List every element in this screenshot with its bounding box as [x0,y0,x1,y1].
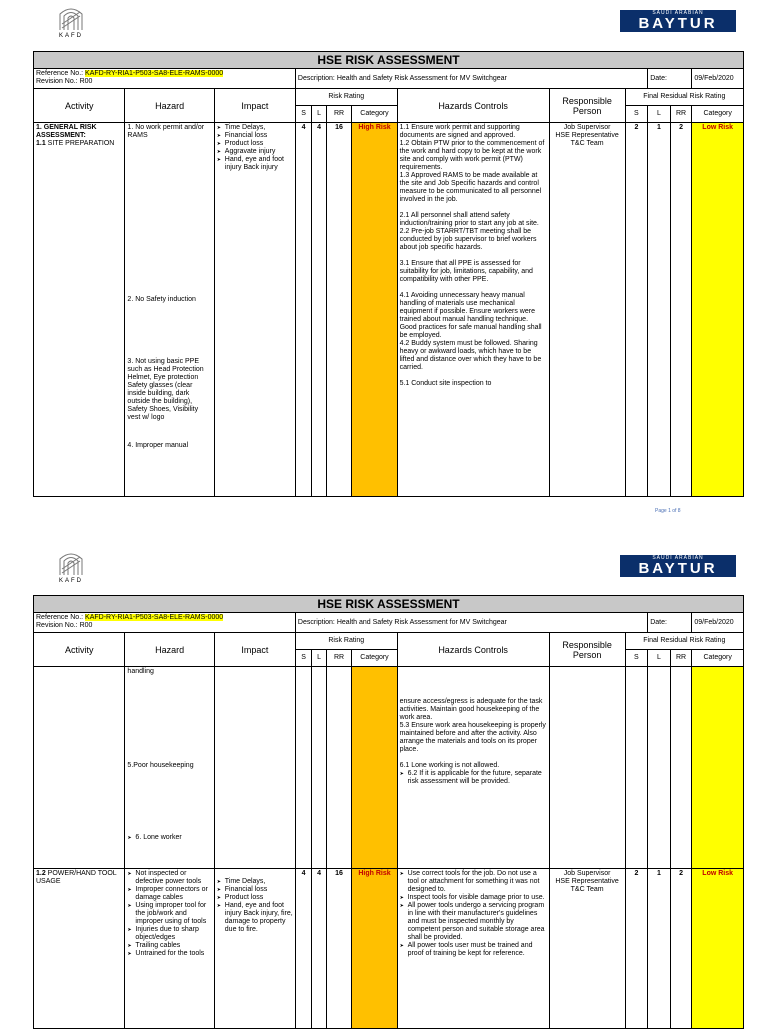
col-final-rating: Final Residual Risk Rating [625,89,743,106]
final-l: 1 [648,123,671,497]
col-l: L [312,650,326,667]
final-category: Low Risk [692,869,744,1029]
col-category: Category [352,106,397,123]
activity-cell [34,667,125,869]
col-activity: Activity [34,633,125,667]
final-s: 2 [625,123,648,497]
hazard-cell: 1. No work permit and/or RAMS 2. No Safety induction 3. Not using basic PPE such as Head Protection Helmet, Eye protection Safety glasses (clear inside building, dark outside the building), Safety Shoes, Visibility vest w/ logo 4. Improper manual [125,123,214,497]
activity-cell: 1. GENERAL RISK ASSESSMENT: 1.1 SITE PREPARATION [34,123,125,497]
date-label: Date: [648,613,692,633]
impact-cell [214,667,295,869]
description: Description: Health and Safety Risk Assessment for MV Switchgear [295,613,647,633]
controls-cell: 1.1 Ensure work permit and supporting documents are signed and approved. 1.2 Obtain PTW prior to the commencement of the work and hard copy to be kept at the work site and comply with work permit (PTW) requirements. 1.3 Approved RAMS to be made available at the site and Job Specific hazards and control measure to be communicated to all personnel involved in the job. 2.1 All personnel shall attend safety induction/training prior to start any job at site. 2.2 Pre-job STARRT/TBT meeting shall be conducted by job supervisor to brief workers about job specific hazards. 3.1 Ensure that all PPE is assessed for suitability for job, limitations, capability, and compatibility with other PPE. 4.1 Avoiding unnecessary heavy manual handling of materials use mechanical equipment if possible. Ensure workers were trained about manual handling technique. Good practices for safe manual handling shall be employed. 4.2 Buddy system must be followed. Sharing heavy or awkward loads, which have to be lifted and distance over which they have to be carried. 5.1 Conduct site inspection to [397,123,549,497]
risk-l: 4 [312,123,326,497]
col-final-rr: RR [670,650,692,667]
kafd-logo: KAFD [56,4,86,39]
col-final-rr: RR [670,106,692,123]
col-category: Category [352,650,397,667]
col-impact: Impact [214,633,295,667]
responsible-cell: Job Supervisor HSE Representative T&C Team [549,869,625,1029]
reference-number: KAFD-RY-RIA1-P503-SA8-ELE-RAMS-0000 [85,614,224,621]
col-rr: RR [326,650,352,667]
risk-l: 4 [312,869,326,1029]
baytur-logo: SAUDI ARABIAN BAYTUR [620,10,736,32]
risk-category [352,667,397,869]
col-risk-rating: Risk Rating [295,89,397,106]
final-category [692,667,744,869]
controls-cell: ➤ Use correct tools for the job. Do not use a tool or attachment for something it was not designed to. ➤ Inspect tools for visible damage prior to use. ➤ All power tools undergo a servicing program in line with their manufacturer's guidelines and must be inspected monthly by competent person and suitable storage area shall be provided. ➤ All power tools user must be trained and proof of training be kept for reference. [397,869,549,1029]
risk-assessment-table [33,51,744,497]
page-header [0,0,768,44]
controls-cell: ensure access/egress is adequate for the task activities. Maintain good housekeeping of the work area. 5.3 Ensure work area housekeeping is properly maintained before and after the activity. Also arrange the materials and tools on its proper place. 6.1 Lone working is not allowed. ➤ 6.2 If it is applicable for the future, separate risk assessment will be provided. [397,667,549,869]
col-final-category: Category [692,106,744,123]
date-value: 09/Feb/2020 [692,613,744,633]
revision-number: R00 [79,622,93,629]
col-l: L [312,106,326,123]
col-risk-rating: Risk Rating [295,633,397,650]
col-final-s: S [625,106,648,123]
date-label: Date: [648,69,692,89]
page-header [0,545,768,589]
final-rr: 2 [670,869,692,1029]
hazard-cell: ➤ Not inspected or defective power tools ➤ Improper connectors or damage cables ➤ Using improper tool for the job/work and improper using of tools ➤ Injuries due to sharp object/edges ➤ Trailing cables ➤ Untrained for the tools [125,869,214,1029]
risk-rr: 16 [326,123,352,497]
risk-rr: 16 [326,869,352,1029]
col-controls: Hazards Controls [397,89,549,123]
risk-s: 4 [295,869,311,1029]
final-rr: 2 [670,123,692,497]
col-final-l: L [648,106,671,123]
col-final-category: Category [692,650,744,667]
col-responsible: Responsible Person [549,633,625,667]
kafd-logo: KAFD [56,549,86,584]
risk-category: High Risk [352,869,397,1029]
col-impact: Impact [214,89,295,123]
document-title: HSE RISK ASSESSMENT [34,52,744,69]
reference-number: KAFD-RY-RIA1-P503-SA8-ELE-RAMS-0000 [85,70,224,77]
page-number: Page 1 of 8 [655,508,681,514]
risk-s: 4 [295,123,311,497]
reference-block: Reference No.: KAFD-RY-RIA1-P503-SA8-ELE-RAMS-0000 Revision No.: R00 [34,613,296,633]
col-final-s: S [625,650,648,667]
document-page-2 [0,545,768,1024]
reference-block: Reference No.: KAFD-RY-RIA1-P503-SA8-ELE-RAMS-0000 Revision No.: R00 [34,69,296,89]
activity-cell: 1.2 POWER/HAND TOOL USAGE [34,869,125,1029]
final-category: Low Risk [692,123,744,497]
col-hazard: Hazard [125,633,214,667]
final-l: 1 [648,869,671,1029]
col-hazard: Hazard [125,89,214,123]
description: Description: Health and Safety Risk Assessment for MV Switchgear [295,69,647,89]
baytur-logo: SAUDI ARABIAN BAYTUR [620,555,736,577]
col-rr: RR [326,106,352,123]
document-title: HSE RISK ASSESSMENT [34,596,744,613]
risk-category: High Risk [352,123,397,497]
hazard-cell: handling 5.Poor housekeeping ➤ 6. Lone worker [125,667,214,869]
revision-number: R00 [79,78,93,85]
risk-assessment-table [33,595,744,1029]
col-final-rating: Final Residual Risk Rating [625,633,743,650]
col-s: S [295,106,311,123]
impact-cell: ➤ Time Delays, ➤ Financial loss ➤ Product loss ➤ Aggravate injury ➤ Hand, eye and foot injury Back injury [214,123,295,497]
col-s: S [295,650,311,667]
impact-cell: ➤ Time Delays, ➤ Financial loss ➤ Product loss ➤ Hand, eye and foot injury Back injury, fire, damage to property due to fire. [214,869,295,1029]
col-final-l: L [648,650,671,667]
date-value: 09/Feb/2020 [692,69,744,89]
col-responsible: Responsible Person [549,89,625,123]
col-controls: Hazards Controls [397,633,549,667]
responsible-cell: Job Supervisor HSE Representative T&C Team [549,123,625,497]
final-s: 2 [625,869,648,1029]
col-activity: Activity [34,89,125,123]
